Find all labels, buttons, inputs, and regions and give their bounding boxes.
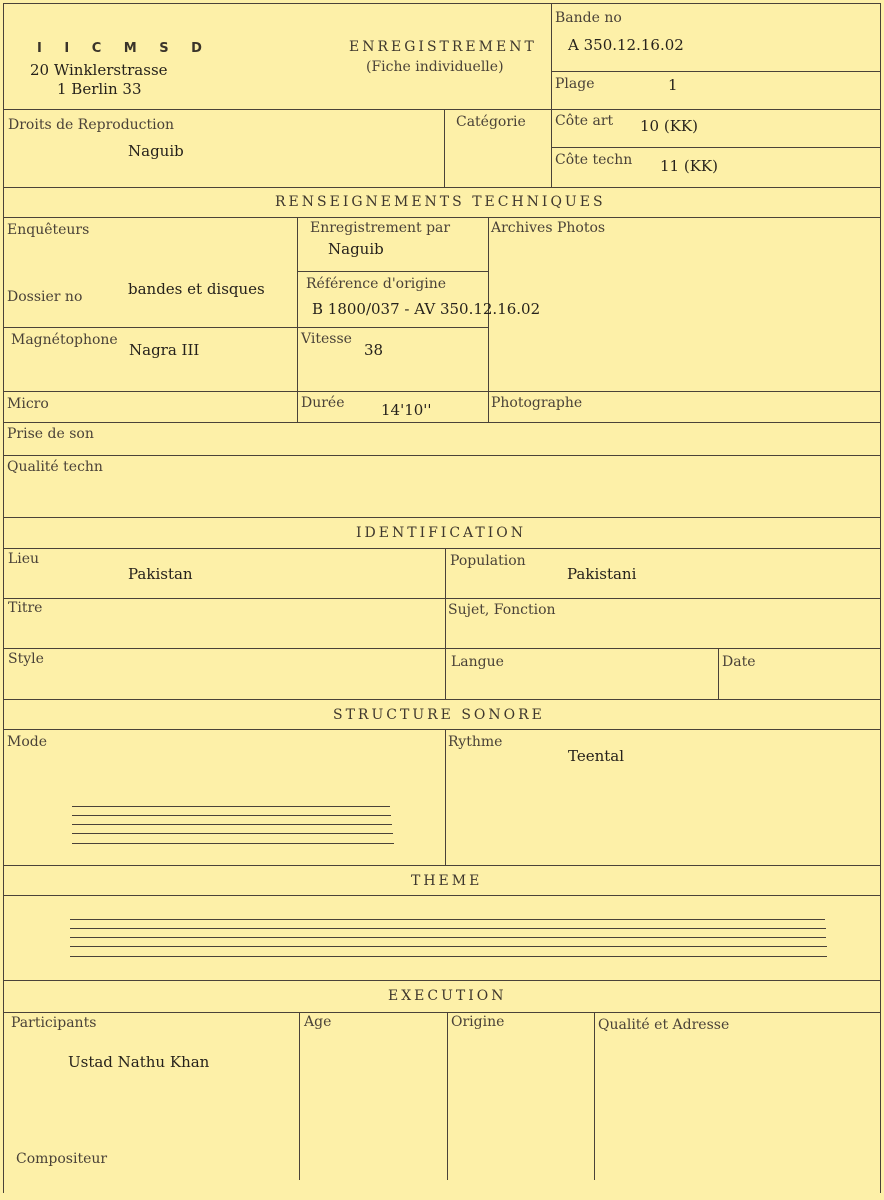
categorie-label: Catégorie (456, 114, 526, 130)
sujet-label: Sujet, Fonction (448, 602, 556, 618)
lieu-label: Lieu (8, 551, 40, 567)
plage-label: Plage (555, 76, 595, 92)
structure-title-line (3, 729, 880, 730)
technical-title-line (3, 217, 880, 218)
header-line (551, 71, 880, 72)
technical-line-5 (3, 455, 880, 456)
mode-staff-line (72, 833, 393, 834)
date-divider-line (718, 648, 719, 699)
qualite-divider-line (594, 1012, 595, 1180)
theme-bottom-line (3, 980, 880, 981)
age-divider-line (299, 1012, 300, 1180)
identification-section-title: IDENTIFICATION (356, 525, 526, 541)
qualite-techn-label: Qualité techn (7, 459, 103, 475)
execution-title-line (3, 1012, 880, 1013)
enqueteurs-label: Enquêteurs (7, 222, 90, 238)
lieu-value: Pakistan (128, 565, 193, 583)
reference-label: Référence d'origine (306, 276, 447, 292)
titre-label: Titre (8, 600, 43, 616)
population-label: Population (450, 553, 526, 569)
theme-section-title: THEME (411, 873, 483, 889)
duree-value: 14'10'' (381, 401, 432, 419)
structure-divider-line (445, 729, 446, 865)
origine-divider-line (447, 1012, 448, 1180)
theme-staff-line (70, 919, 825, 920)
form-title: ENREGISTREMENT (349, 39, 537, 55)
dossier-label: Dossier no (7, 289, 83, 305)
cote-line (551, 147, 880, 148)
technical-line-3 (3, 391, 880, 392)
style-label: Style (8, 651, 44, 667)
participants-label: Participants (11, 1015, 97, 1031)
mode-staff-line (72, 806, 390, 807)
origine-label: Origine (451, 1014, 505, 1030)
prise-de-son-label: Prise de son (7, 426, 94, 442)
vitesse-value: 38 (364, 341, 384, 359)
mode-staff-line (72, 843, 394, 844)
org-address-line2: 1 Berlin 33 (57, 80, 142, 98)
compositeur-label: Compositeur (16, 1151, 108, 1167)
structure-section-title: STRUCTURE SONORE (333, 707, 545, 723)
date-label: Date (722, 654, 756, 670)
qualite-adresse-label: Qualité et Adresse (598, 1017, 730, 1033)
frame-right-line (880, 3, 881, 1193)
mode-label: Mode (7, 734, 48, 750)
population-value: Pakistani (567, 565, 637, 583)
theme-staff-line (70, 928, 826, 929)
bande-label: Bande no (555, 10, 622, 26)
droits-label: Droits de Reproduction (8, 117, 175, 133)
technical-section-title: RENSEIGNEMENTS TECHNIQUES (275, 194, 606, 210)
org-name: I I C M S D (37, 41, 211, 56)
enregistrement-par-value: Naguib (328, 240, 384, 258)
theme-title-line (3, 895, 880, 896)
theme-staff-line (70, 937, 826, 938)
cote-techn-label: Côte techn (555, 152, 633, 168)
identification-line-2 (3, 648, 880, 649)
mode-staff-line (72, 824, 392, 825)
magnetophone-label: Magnétophone (11, 332, 118, 348)
org-address-line1: 20 Winklerstrasse (30, 61, 168, 79)
frame-top-line (3, 3, 881, 4)
magnetophone-value: Nagra III (129, 341, 200, 359)
structure-bottom-line (3, 865, 880, 866)
rythme-value: Teental (568, 747, 625, 765)
duree-label: Durée (301, 395, 345, 411)
dossier-value: bandes et disques (128, 280, 265, 298)
execution-section-title: EXECUTION (388, 988, 507, 1004)
identification-divider-line (445, 548, 446, 699)
age-label: Age (304, 1014, 332, 1030)
technical-line-2 (3, 327, 488, 328)
technical-line-1 (297, 271, 488, 272)
langue-label: Langue (451, 654, 504, 670)
identification-line-1 (3, 598, 880, 599)
form-subtitle: (Fiche individuelle) (366, 59, 504, 75)
micro-label: Micro (7, 396, 49, 412)
plage-value: 1 (668, 76, 678, 94)
identification-bottom-line (3, 699, 880, 700)
droits-value: Naguib (128, 142, 184, 160)
cote-art-label: Côte art (555, 113, 614, 129)
cote-art-value: 10 (KK) (640, 117, 698, 135)
mode-staff-line (72, 815, 391, 816)
header-bottom-line (3, 109, 880, 110)
technical-bottom-line (3, 517, 880, 518)
vitesse-label: Vitesse (301, 331, 352, 347)
archives-photos-label: Archives Photos (491, 220, 606, 236)
rights-divider-line (444, 109, 445, 187)
cote-techn-value: 11 (KK) (660, 157, 718, 175)
identification-title-line (3, 548, 880, 549)
bande-value: A 350.12.16.02 (568, 36, 684, 54)
participants-value: Ustad Nathu Khan (68, 1053, 210, 1071)
theme-staff-line (70, 956, 827, 957)
rights-bottom-line (3, 187, 880, 188)
theme-staff-line (70, 946, 827, 947)
photographe-label: Photographe (491, 395, 583, 411)
rythme-label: Rythme (448, 734, 503, 750)
reference-value: B 1800/037 - AV 350.12.16.02 (312, 300, 541, 318)
technical-line-4 (3, 422, 880, 423)
enregistrement-par-label: Enregistrement par (310, 220, 451, 236)
header-divider-line (551, 3, 552, 187)
